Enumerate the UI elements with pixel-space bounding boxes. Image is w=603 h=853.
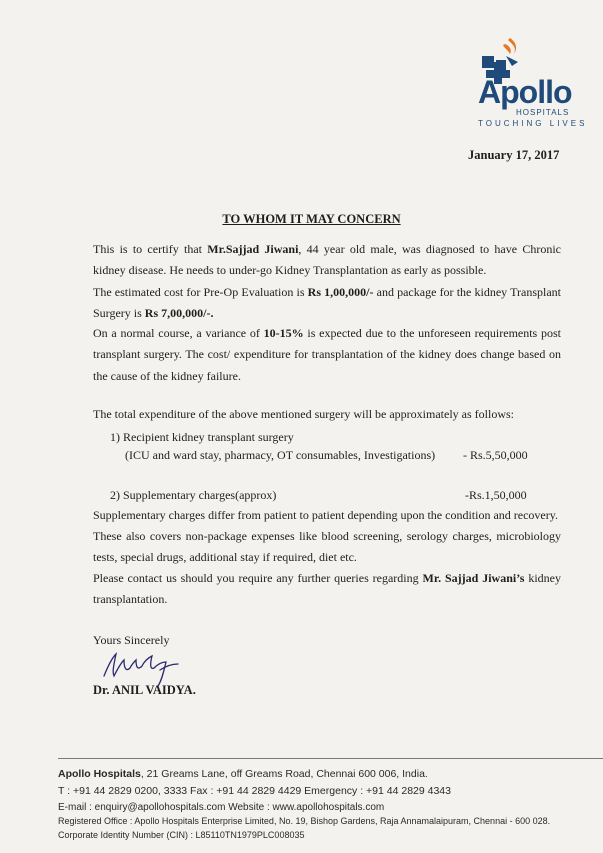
paragraph-non-package: These also covers non-package expenses like blood screening, serology charges, microbiology tests, special drugs, additional stay if required, diet etc. [93, 529, 561, 565]
preop-amount: Rs 1,00,000/- [307, 285, 374, 299]
apollo-logo [470, 32, 590, 132]
footer-registered: Registered Office : Apollo Hospitals Enterprise Limited, No. 19, Bishop Gardens, Raja Annamalaipuram, Chennai - 600 028. [58, 816, 551, 826]
paragraph-diagnosis: This is to certify that Mr.Sajjad Jiwani, 44 year old male, was diagnosed to have Chronic kidney disease. He needs to under-go Kidney Transplantation as early as possible. [93, 242, 561, 278]
cost-item-detail: (ICU and ward stay, pharmacy, OT consumables, Investigations) [125, 448, 436, 462]
paragraph-estimate: The estimated cost for Pre-Op Evaluation is Rs 1,00,000/- and package for the kidney Transplant Surgery is Rs 7,00,000/-. [93, 285, 562, 321]
cost-item-label: 2) Supplementary charges(approx) [110, 488, 277, 502]
logo-wordmark: Apollo [478, 74, 572, 110]
footer-divider [58, 758, 603, 759]
paragraph-variance: On a normal course, a variance of 10-15% is expected due to the unforeseen requirements post transplant surgery. The cost/ expenditure for transplantation of the kidney does change based on the cause of the kidney failure. [93, 326, 561, 383]
footer-cin: Corporate Identity Number (CIN) : L85110TN1979PLC008035 [58, 830, 305, 840]
patient-name: Mr. Sajjad Jiwani’s [422, 571, 525, 585]
footer-phones: T : +91 44 2829 0200, 3333 Fax : +91 44 2829 4429 Emergency : +91 44 2829 4343 [58, 785, 451, 797]
variance-value: 10-15% [263, 326, 304, 340]
footer-address: Apollo Hospitals, 21 Greams Lane, off Greams Road, Chennai 600 006, India. [58, 768, 428, 780]
paragraph-total: The total expenditure of the above mentioned surgery will be approximately as follows: [93, 407, 514, 421]
paragraph-contact: Please contact us should you require any further queries regarding Mr. Sajjad Jiwani’s kidney transplantation. [93, 571, 561, 607]
cost-item-label: 1) Recipient kidney transplant surgery [110, 430, 294, 444]
closing: Yours Sincerely [93, 633, 170, 647]
paragraph-supplementary: Supplementary charges differ from patient to patient depending upon the condition and recovery. [93, 508, 558, 522]
footer-email-web: E-mail : enquiry@apollohospitals.com Website : www.apollohospitals.com [58, 802, 385, 813]
patient-name: Mr.Sajjad Jiwani [207, 242, 299, 256]
cost-item-amount: - Rs.5,50,000 [463, 448, 528, 462]
package-amount: Rs 7,00,000/-. [144, 306, 214, 321]
letter-date: January 17, 2017 [468, 148, 560, 162]
doctor-name: Dr. ANIL VAIDYA. [93, 683, 196, 697]
logo-subtitle: HOSPITALS [516, 108, 570, 117]
letter-heading: TO WHOM IT MAY CONCERN [222, 212, 401, 226]
logo-tagline: TOUCHING LIVES [478, 119, 588, 128]
cost-item-amount: -Rs.1,50,000 [465, 488, 527, 502]
